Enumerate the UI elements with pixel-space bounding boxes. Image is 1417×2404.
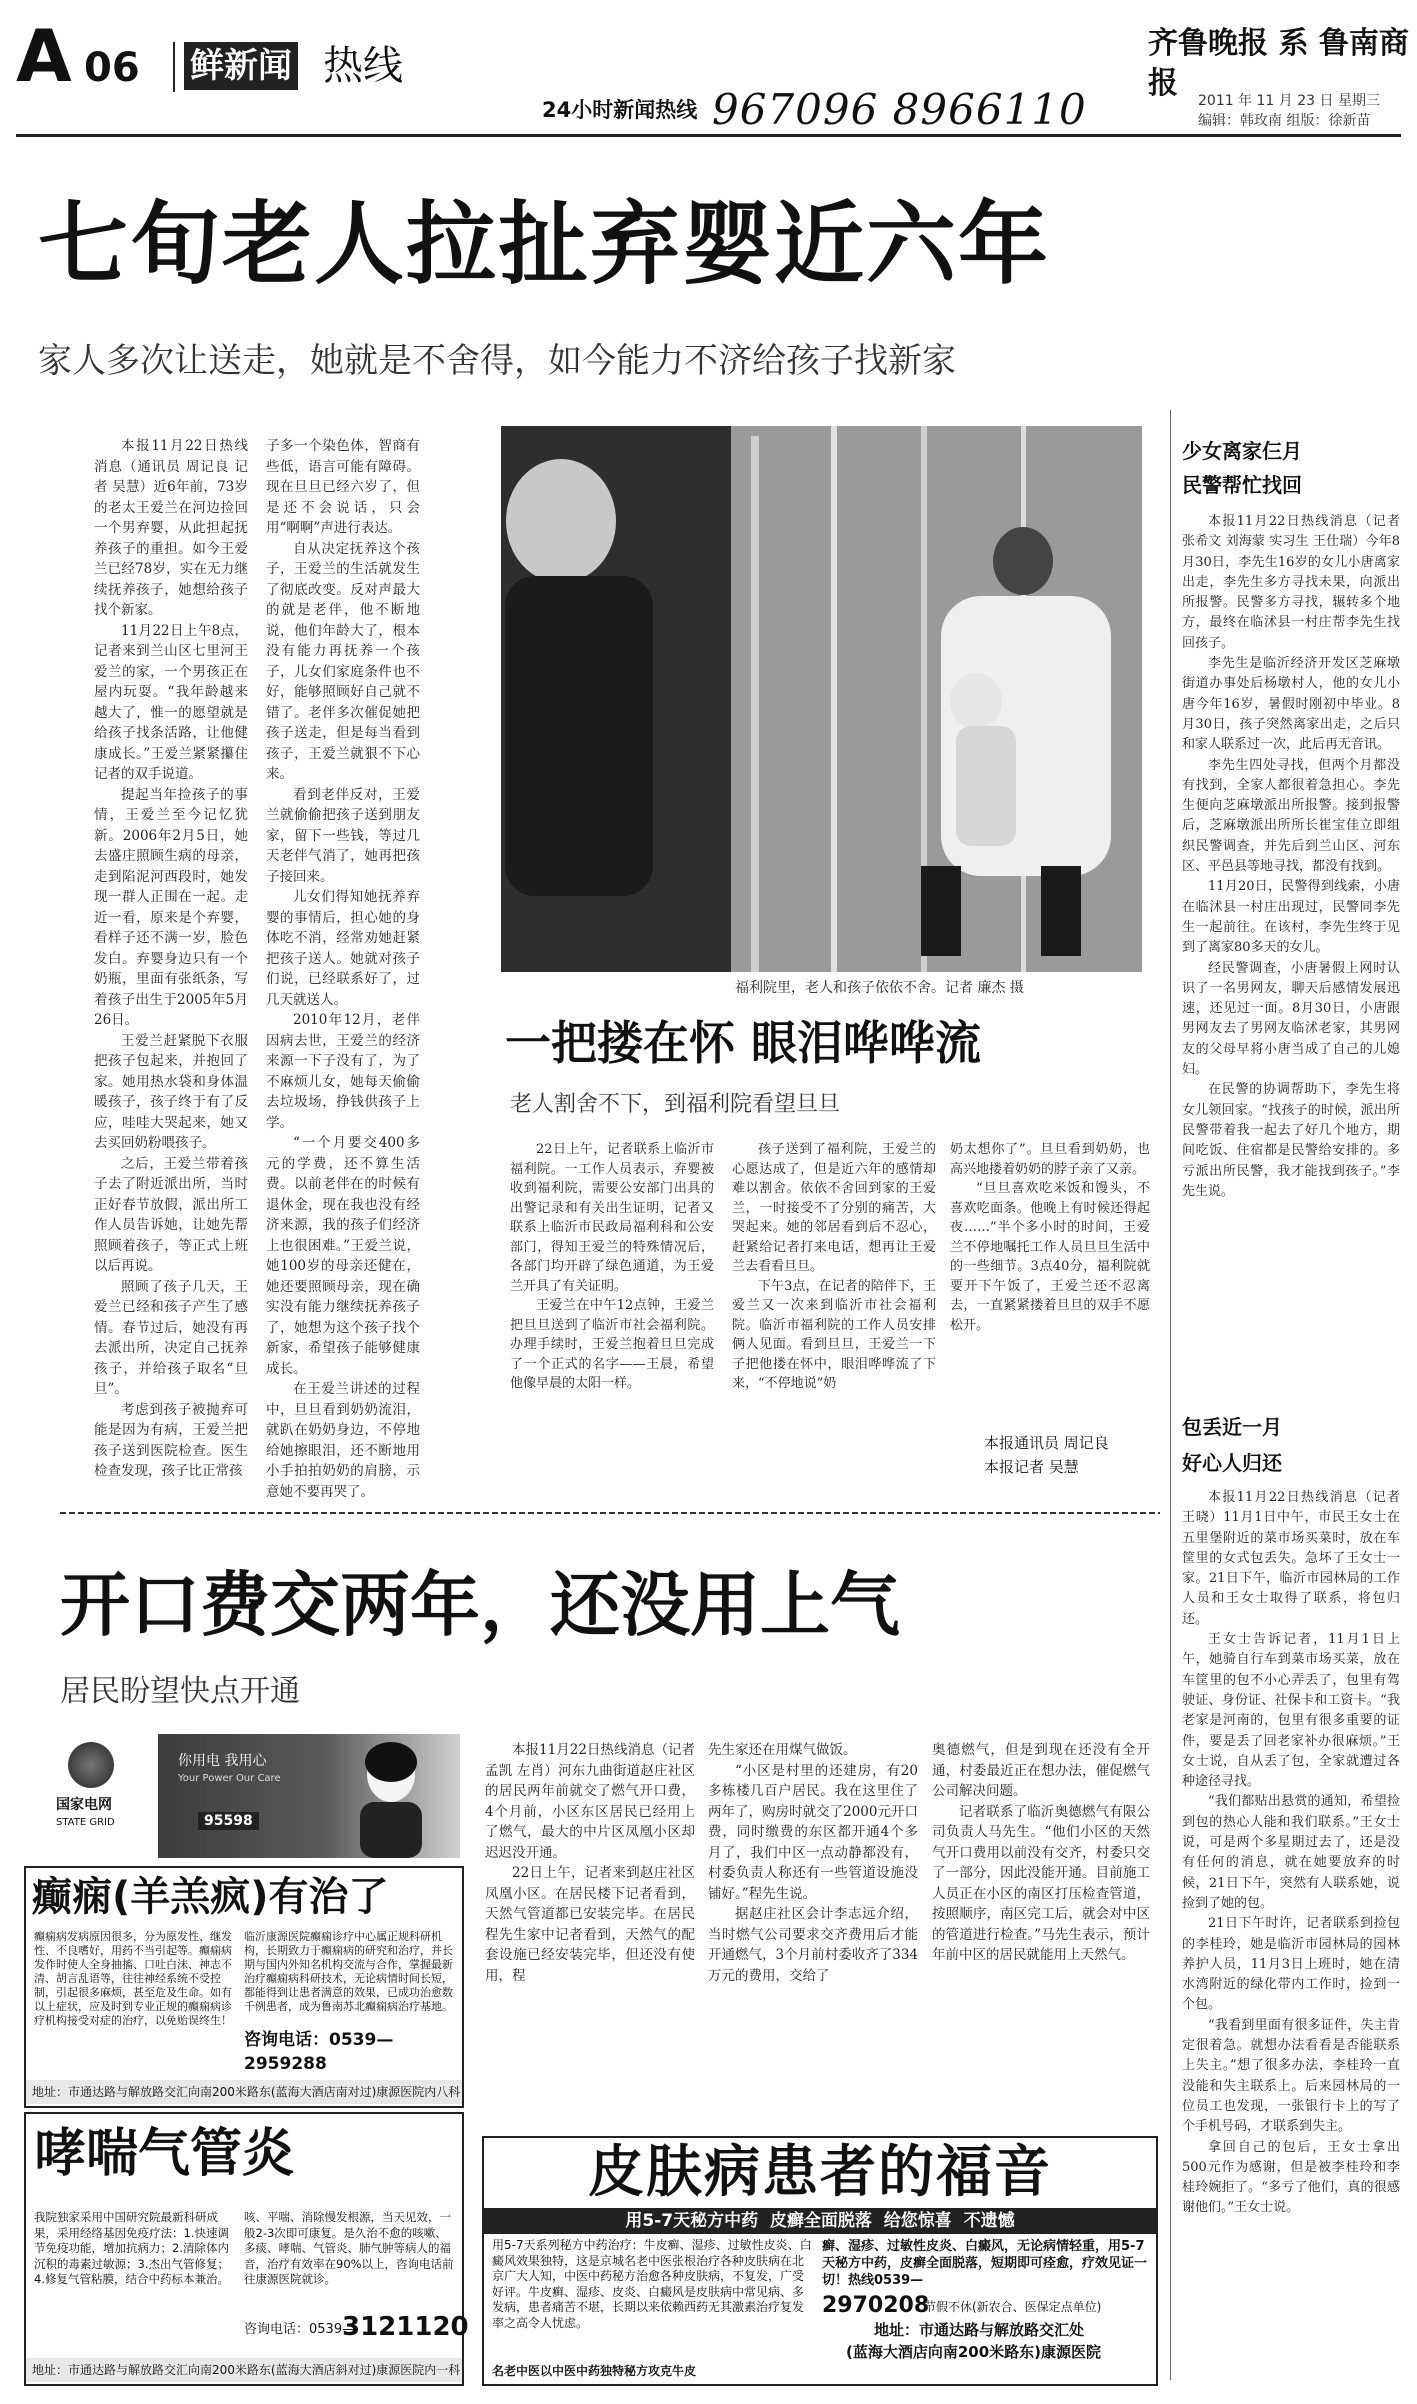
news-photo [501,426,1142,972]
state-grid-brand: 国家电网 [56,1797,112,1813]
asthma-phone: 3121120 [342,2312,469,2342]
paragraph: “小区是村里的还建房，有20多栋楼几百户居民。我在这里住了两年了，购房时就交了2000元开口费，同时缴费的东区都开通4个多月了，我们中区一点动静都没有，村委负责人称还有一些管道设施没铺好。”程先生说。 [708,1762,918,1902]
story3-subhead: 居民盼望快点开通 [60,1674,300,1709]
paragraph: 本报11月22日热线消息（通讯员 周记良 记者 吴慧）近6年前，73岁的老太王爱兰在河边捡回一个男弃婴，从此担起抚养孩子的重担。如今王爱兰已经78岁，实在无力继续抚养孩子，她想给孩子找个新家。 [94,438,248,618]
asthma-ad [24,2112,469,2386]
paragraph: 王爱兰在中午12点钟，王爱兰把旦旦送到了临沂市社会福利院。办理手续时，王爱兰抱着旦旦完成了一个正式的名字——王晨，希望他像早晨的太阳一样。 [510,1298,714,1391]
hotline-label: 24小时新闻热线 [542,98,698,122]
story3-column-1 [485,1740,695,2124]
paragraph: 奥德燃气，但是到现在还没有全开通，村委最近正在想办法，催促燃气公司解决问题。 [932,1742,1150,1799]
skin-title: 皮肤病患者的福音 [588,2140,1052,2205]
paragraph: 奶太想你了”。旦旦看到奶奶，也高兴地搂着奶奶的脖子亲了又亲。 [950,1142,1150,1177]
paragraph: 经民警调查，小唐暑假上网时认识了一名男网友，聊天后感情发展迅速，还见过一面。8月30日，小唐跟男网友去了男网友临沭老家，其男网友的父母早将小唐当成了自己的儿媳妇。 [1182,960,1400,1078]
paragraph: 王爱兰赶紧脱下衣服把孩子包起来，并抱回了家。她用热水袋和身体温暖孩子，孩子终于有了反应，哇哇大哭起来，她又去买回奶粉喂孩子。 [94,1032,248,1151]
skin-body-2: 癣、湿疹、过敏性皮炎、白癜风，无论病情轻重，用5-7天秘方中药，皮癣全面脱落，短期即可痊愈，疗效见证一切！热线0539— [822,2239,1148,2288]
state-grid-banner [158,1734,460,1858]
skin-slogan: 用5-7天秘方中药 皮癣全面脱落 给您惊喜 不遗憾 [484,2208,1156,2234]
story2-column-2 [732,1140,936,1480]
paragraph: 本报11月22日热线消息（记者 孟凯 左肖）河东九曲街道赵庄社区的居民两年前就交了燃气开口费，4个月前，小区东区居民已经用上了燃气，最大的中片区凤凰小区却迟迟没开通。 [485,1742,695,1861]
side1-headline-2: 民警帮忙找回 [1182,473,1302,497]
epilepsy-body-1: 癫痫病发病原因很多，分为原发性、继发性、不良嗜好，用药不当引起等。癫痫病发作时使人全身抽搐、口吐白沫、神志不清、胡言乱语等，往往神经系统不受控制，引起很多麻烦，甚至危及生命。如有以上症状，应及时到专业正规的癫痫病诊疗机构接受对症的治疗，以免贻误终生！ [34,1930,232,2027]
paragraph: 据赵庄社区会计李志远介绍，当时燃气公司要求交齐费用后才能开通燃气，3个月前村委收齐了334万元的费用，交给了 [708,1906,918,1984]
story1-column-2 [266,436,420,1500]
paragraph: 看到老伴反对，王爱兰就偷偷把孩子送到朋友家，留下一些钱，等过几天老伴气消了，她再把孩子接回来。 [266,786,420,885]
header-rule [16,134,1401,137]
paragraph: 2010年12月，老伴因病去世，王爱兰的经济来源一下子没有了，为了不麻烦儿女，她每天偷偷去垃圾场，挣钱供孩子上学。 [266,1012,420,1131]
skin-footer: 名老中医以中医中药独特秘方攻克牛皮 [492,2364,697,2378]
skin-address-2: (蓝海大酒店向南200米路东)康源医院 [846,2343,1102,2361]
side2-body [1182,1488,1400,2380]
paragraph: 自从决定抚养这个孩子，王爱兰的生活就发生了彻底改变。反对声最大的就是老伴，他不断地说，他们年龄大了，根本没有能力再抚养一个孩子，儿女们家庭条件也不好，能够照顾好自己就不错了。老伴多次催促她把孩子送走，但是每当看到孩子，王爱兰就狠不下心来。 [266,540,420,782]
skin-address: 地址：市通达路与解放路交汇处 [874,2321,1085,2339]
page-letter: A [16,14,72,98]
skin-disease-ad [482,2136,1158,2386]
side2-headline-1: 包丢近一月 [1182,1415,1282,1439]
story2-headline: 一把搂在怀 眼泪哗哗流 [505,1016,982,1070]
paragraph: 22日上午，记者来到赵庄社区凤凰小区。在居民楼下记者看到，天然气管道都已安装完毕。在居民程先生家中记者看到，天然气的配套设施已经安装完毕，但还没有使用，程 [485,1865,695,1984]
skin-body: 用5-7天系列秘方中药治疗：牛皮癣、湿疹、过敏性皮炎、白癜风效果独特，这是京城名老中医张根治疗各种皮肤病在北京广大人知，中医中药秘方治愈各种皮肤病，不复发，广受好评。牛皮癣、湿疹、皮炎、白癜风是皮肤病中常见病、多发病，患者痛苦不堪，长期以来依赖西药无其激素治疗复发率之高令人忧虑。 [492,2238,812,2330]
asthma-body-2: 咳、平喘、消除慢发根源，当天见效，一般2-3次即可康复。是久治不愈的咳嗽、多痰、哮喘、气管炎、肺气肿等病人的福音，治疗有效率在90%以上，咨询电话前往康源医院就诊。 [244,2210,454,2286]
epilepsy-address: 地址：市通达路与解放路交汇向南200米路东(蓝海大酒店南对过)康源医院内八科 [26,2080,462,2104]
story1-column-1 [94,436,248,1488]
paragraph: 22日上午，记者联系上临沂市福利院。一工作人员表示，弃婴被收到福利院，需要公安部门出具的出警记录和有关出生证明，记者又联系上临沂市民政局福利科和公安部门，得知王爱兰的特殊情况后，各部门均开辟了绿色通道，为王爱兰开具了有关证明。 [510,1142,714,1294]
paragraph: 21日下午时许，记者联系到捡包的李桂玲，她是临沂市园林局的园林养护人员，11月3日上班时，她在清水湾附近的绿化带内工作时，捡到一个包。 [1182,1916,1400,2013]
paragraph: 考虑到孩子被抛弃可能是因为有病，王爱兰把孩子送到医院检查。医生检查发现，孩子比正常孩 [94,1401,248,1479]
paragraph: 拿回自己的包后，王女士拿出500元作为感谢，但是被李桂玲和李桂玲婉拒了。“多亏了他们，真的很感谢他们。”王女士说。 [1182,2139,1400,2216]
story1-subhead: 家人多次让送走，她就是不舍得，如今能力不济给孩子找新家 [38,341,956,381]
epilepsy-body-2: 临沂康源医院癫痫诊疗中心属正规科研机构，长期致力于癫痫病的研究和治疗，并长期与国内外知名机构交流与合作，掌握最新治疗癫痫病科研技术，无论病情时间长短，都能得到让患者满意的效果，已成功治愈数千例患者，成为鲁南苏北癫痫病治疗基地。 [244,1930,453,2013]
side2-headline-2: 好心人归还 [1182,1451,1282,1475]
paragraph: 儿女们得知她抚养弃婴的事情后，担心她的身体吃不消，经常劝她赶紧把孩子送人。她就对孩子们说，已经联系好了，过几天就送人。 [266,889,420,1008]
state-grid-slogan: 你用电 我用心 [178,1753,267,1769]
section-divider [173,42,175,92]
state-grid-brand-en: STATE GRID [56,1817,115,1828]
asthma-phone-label: 咨询电话：0539— [244,2322,356,2337]
epilepsy-title: 癫痫(羊羔疯)有治了 [32,1874,389,1920]
paragraph: 子多一个染色体，智商有些低，语言可能有障碍。现在旦旦已经六岁了，但是还不会说话，只会用“啊啊”声进行表达。 [266,438,420,536]
side1-headline-1: 少女离家仨月 [1182,439,1302,463]
story2-subhead: 老人割舍不下，到福利院看望旦旦 [510,1092,841,1117]
epilepsy-ad [24,1866,464,2108]
paragraph: 李先生四处寻找，但两个月都没有找到，全家人都很着急担心。李先生便向芝麻墩派出所报警。接到报警后，芝麻墩派出所所长崔宝佳立即组织民警调查，并先后到兰山区、河东区、平邑县等地寻找，都没有找到。 [1182,757,1400,875]
byline-correspondent: 本报通讯员 周记良 [984,1434,1109,1452]
page-number: 06 [84,45,140,91]
paragraph: “我们都贴出悬赏的通知，希望捡到包的热心人能和我们联系。”王女士说，可是两个多星期过去了，还是没有任何的消息，就在她要放弃的时候，21日下午，突然有人联系她，说捡到了她的包。 [1182,1794,1400,1911]
paragraph: 下午3点，在记者的陪伴下，王爱兰又一次来到临沂市社会福利院。临沂市福利院的工作人员安排俩人见面。看到旦旦，王爱兰一下子把他搂在怀中，眼泪哗哗流了下来，“不停地说”奶 [732,1278,936,1391]
paragraph: 本报11月22日热线消息（记者 王晓）11月1日中午，市民王女士在五里堡附近的菜市场买菜时，放在车筐里的女式包丢失。急坏了王女士一家。21日下午，临沂市园林局的工作人员和王女士取得了联系，将包归还。 [1182,1490,1400,1627]
section-name: 鲜新闻 [184,42,298,90]
paragraph: “一个月要交400多元的学费，还不算生活费。以前老伴在的时候有退休金，现在我也没有经济来源，我的孩子们经济上也很困难。”王爱兰说，她100岁的母亲还健在，她还要照顾母亲，现在确实没有能力继续抚养孩子了，她想为这个孩子找个新家，希望孩子能够健康成长。 [266,1135,420,1377]
paragraph: 在民警的协调帮助下，李先生将女儿领回家。“找孩子的时候，派出所民警带着我一起去了好几个地方，期间吃饭、住宿都是民警给安排的。多亏派出所民警，我才能找到孩子。”李先生说。 [1182,1082,1400,1199]
story-divider [60,1512,1160,1514]
hotline-numbers: 967096 8966110 [712,85,1087,134]
editor-line: 编辑：韩玫南 组版：徐新苗 [1198,113,1371,129]
story3-column-2 [708,1740,918,2124]
section-sub: 热线 [323,43,403,89]
paragraph: 王女士告诉记者，11月1日上午，她骑自行车到菜市场买菜，放在车筐里的包不小心弄丢了，包里有驾驶证、身份证、社保卡和工资卡。“我老家是河南的，包里有很多重要的证件，要是丢了回老家补办很麻烦。”王女士说，自从丢了包，全家就遭过各种途径寻找。 [1182,1632,1400,1790]
story3-column-3 [932,1740,1150,2124]
story1-headline: 七旬老人拉扯弃婴近六年 [38,192,1050,297]
state-grid-slogan-en: Your Power Our Care [178,1773,281,1784]
paragraph: 提起当年捡孩子的事情，王爱兰至今记忆犹新。2006年2月5日，她去盛庄照顾生病的母亲，走到陷泥河西段时，她发现一群人正围在一起。走近一看，原来是个弃婴，看样子还不满一岁，脸色发白。弃婴身边只有一个奶瓶，里面有张纸条，写着孩子出生于2005年5月26日。 [94,786,248,1028]
paragraph: “旦旦喜欢吃米饭和馒头，不喜欢吃面条。他晚上有时候还得起夜……”半个多小时的时间，王爱兰不停地嘱托工作人员旦旦生活中的一些细节。3点40分，福利院就要开下午饭了，王爱兰还不忍离去，一直紧紧搂着旦旦的双手不愿松开。 [950,1181,1150,1333]
photo-caption: 福利院里，老人和孩子依依不舍。记者 廉杰 摄 [735,980,1024,996]
story2-column-3 [950,1140,1150,1400]
date-line: 2011 年 11 月 23 日 星期三 [1198,93,1380,109]
byline-reporter: 本报记者 吴慧 [984,1458,1079,1476]
paragraph: 11月22日上午8点，记者来到兰山区七里河王爱兰的家，一个男孩正在屋内玩耍。“我年龄越来越大了，惟一的愿望就是给孩子找条活路，让他健康成长。”王爱兰紧紧攥住记者的双手说道。 [94,622,248,782]
side1-body [1182,512,1400,1396]
state-grid-logo-icon [68,1742,114,1788]
paragraph: 照顾了孩子几天，王爱兰已经和孩子产生了感情。春节过后，她没有再去派出所，决定自己抚养孩子，并给孩子取名“旦旦”。 [94,1278,248,1397]
paragraph: 在王爱兰讲述的过程中，旦旦看到奶奶流泪，就趴在奶奶身边，不停地给她擦眼泪，还不断地用小手拍拍奶奶的肩膀，示意她不要再哭了。 [266,1381,420,1500]
side-column-rule [1170,410,1171,2380]
asthma-title: 哮喘气管炎 [34,2124,295,2184]
state-grid-phone: 95598 [198,1812,259,1830]
asthma-address: 地址：市通达路与解放路交汇向南200米路东(蓝海大酒店斜对过)康源医院内一科 [26,2358,462,2382]
asthma-body-1: 我院独家采用中国研究院最新科研成果，采用经络基因免疫疗法：1.快速调节免疫功能，增加抗病力；2.清除体内沉积的毒素过敏源；3.杰出气管修复；4.修复气管粘膜，结合中药标本兼治。 [34,2210,229,2286]
photo-scene [501,426,1142,972]
masthead: 齐鲁晚报 系 鲁南商报 [1148,26,1409,101]
story2-column-1 [510,1140,714,1480]
paragraph: 11月20日，民警得到线索，小唐在临沭县一村庄出现过，民警同李先生一起前往。在该村，李先生终于见到了离家80多天的女儿。 [1182,879,1400,956]
skin-phone-note: 节假不休(新农合、医保定点单位) [924,2300,1102,2314]
skin-phone: 2970208 [822,2293,930,2318]
paragraph: 之后，王爱兰带着孩子去了附近派出所，当时正好春节放假，派出所工作人员告诉她，让她先帮照顾着孩子，等正式上班以后再说。 [94,1155,248,1274]
paragraph: “我看到里面有很多证件，失主肯定很着急。就想办法看看是否能联系上失主。”想了很多办法，李桂玲一直没能和失主联系上。后来园林局的一位员工也发现，一张银行卡上的写了个手机号码，才联系到失主。 [1182,2017,1400,2135]
paragraph: 李先生是临沂经济开发区芝麻墩街道办事处后杨墩村人，他的女儿小唐今年16岁，暑假时刚初中毕业。8月30日，孩子突然离家出走，之后只和家人联系过一次，此后再无音讯。 [1182,656,1400,753]
paragraph: 本报11月22日热线消息（记者 张希文 刘海蒙 实习生 王仕瑞）今年8月30日，李先生16岁的女儿小唐离家出走，李先生多方寻找未果，向派出所报警。民警多方寻找，辗转多个地方，最终在临沭县一村庄帮李先生找回孩子。 [1182,514,1400,651]
story3-headline: 开口费交两年，还没用上气 [60,1564,900,1646]
paragraph: 记者联系了临沂奥德燃气有限公司负责人马先生。“他们小区的天然气开口费用以前没有交齐，村委只交了一部分，因此没能开通。目前施工人员正在小区的南区打压检查管道，按照顺序，南区完工后，就会对中区的管道进行检查。”马先生表示，预计年前中区的居民就能用上天然气。 [932,1803,1150,1963]
state-grid-ad [26,1734,460,1858]
service-woman-image [346,1740,436,1858]
paragraph: 孩子送到了福利院，王爱兰的心愿达成了，但是近六年的感情却难以割舍。依依不舍回到家的王爱兰，一时接受不了分别的痛苦，大哭起来。她的邻居看到后不忍心，赶紧给记者打来电话，想再让王爱兰去看看旦旦。 [732,1142,936,1274]
epilepsy-consult-phone: 咨询电话：0539—2959288 [244,2030,394,2074]
paragraph: 先生家还在用煤气做饭。 [708,1742,857,1758]
